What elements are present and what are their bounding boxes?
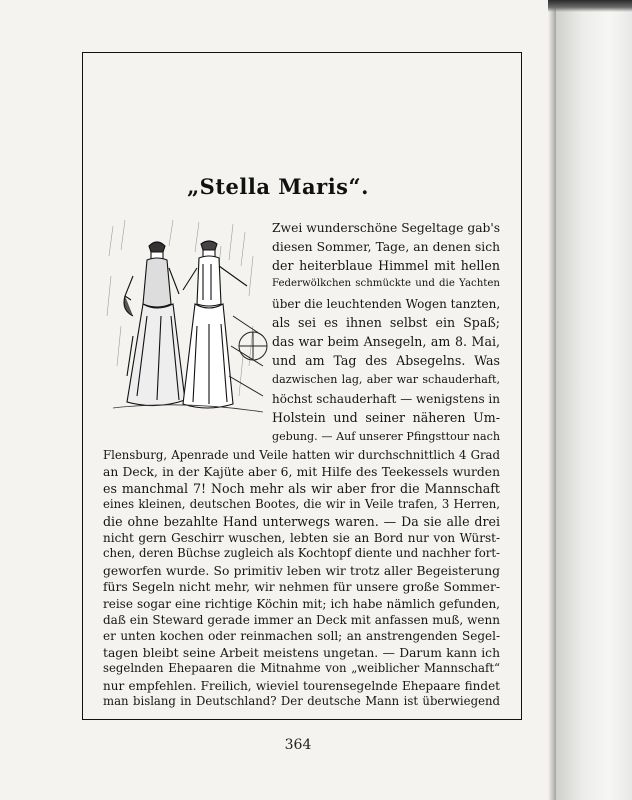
text-line: man bislang in Deutschland? Der deutsche Mann ist überwiegend bbox=[103, 694, 500, 708]
text-line: segelnden Ehepaaren die Mitnahme von „weiblicher Mannschaft“ bbox=[103, 661, 500, 676]
text-line: das war beim Ansegeln, am 8. Mai, bbox=[272, 334, 500, 349]
text-line: fürs Segeln nicht mehr, wir nehmen für unsere große Sommer- bbox=[103, 580, 500, 595]
text-line: chen, deren Büchse zugleich als Kochtopf diente und nachher fort- bbox=[103, 546, 500, 561]
text-line: nicht gern Geschirr wuschen, lebten sie an Bord nur von Würst- bbox=[103, 531, 500, 545]
text-line: geworfen wurde. So primitiv leben wir trotz aller Begeisterung bbox=[103, 563, 500, 578]
two-women-in-victorian-dresses-illustration bbox=[103, 216, 268, 426]
text-line: die ohne bezahlte Hand unterwegs waren. — Da sie alle drei bbox=[103, 513, 500, 529]
text-line: Zwei wunderschöne Segeltage gab's bbox=[272, 221, 501, 235]
text-line: höchst schauderhaft — wenigstens in bbox=[272, 392, 500, 406]
text-line: Federwölkchen schmückte und die Yachten bbox=[272, 278, 500, 289]
chapter-title: „Stella Maris“. bbox=[187, 174, 369, 199]
text-line: diesen Sommer, Tage, an denen sich bbox=[272, 240, 500, 254]
text-line: Flensburg, Apenrade und Veile hatten wir durchschnittlich 4 Grad bbox=[103, 448, 500, 462]
text-line: an Deck, in der Kajüte aber 6, mit Hilfe des Teekessels wurden bbox=[103, 465, 500, 480]
text-line: es manchmal 7! Noch mehr als wir aber fror die Mannschaft bbox=[103, 480, 500, 496]
text-line: über die leuchtenden Wogen tanzten, bbox=[272, 297, 501, 311]
text-line: reise sogar eine richtige Köchin mit; ich habe nämlich gefunden, bbox=[103, 596, 500, 611]
text-line: tagen bleibt seine Arbeit meistens ungetan. — Darum kann ich bbox=[103, 645, 500, 660]
page-number: 364 bbox=[284, 737, 312, 753]
scan-corner-shadow bbox=[548, 0, 632, 12]
text-line: nur empfehlen. Freilich, wieviel tourensegelnde Ehepaare findet bbox=[103, 678, 500, 693]
text-line: daß ein Steward gerade immer an Deck mit anfassen muß, wenn bbox=[103, 613, 500, 627]
next-page-edge bbox=[556, 0, 632, 800]
text-line: gebung. — Auf unserer Pfingsttour nach bbox=[272, 430, 500, 443]
text-line: und am Tag des Absegelns. Was bbox=[272, 353, 500, 368]
text-line: Holstein und seiner näheren Um- bbox=[272, 410, 500, 425]
text-line: er unten kochen oder reinmachen soll; an anstrengenden Segel- bbox=[103, 629, 500, 644]
text-line: als sei es ihnen selbst ein Spaß; bbox=[272, 315, 500, 330]
text-line: der heiterblaue Himmel mit hellen bbox=[272, 258, 500, 273]
text-line: eines kleinen, deutschen Bootes, die wir in Veile trafen, 3 Herren, bbox=[103, 497, 500, 512]
text-line: dazwischen lag, aber war schauderhaft, bbox=[272, 373, 500, 386]
